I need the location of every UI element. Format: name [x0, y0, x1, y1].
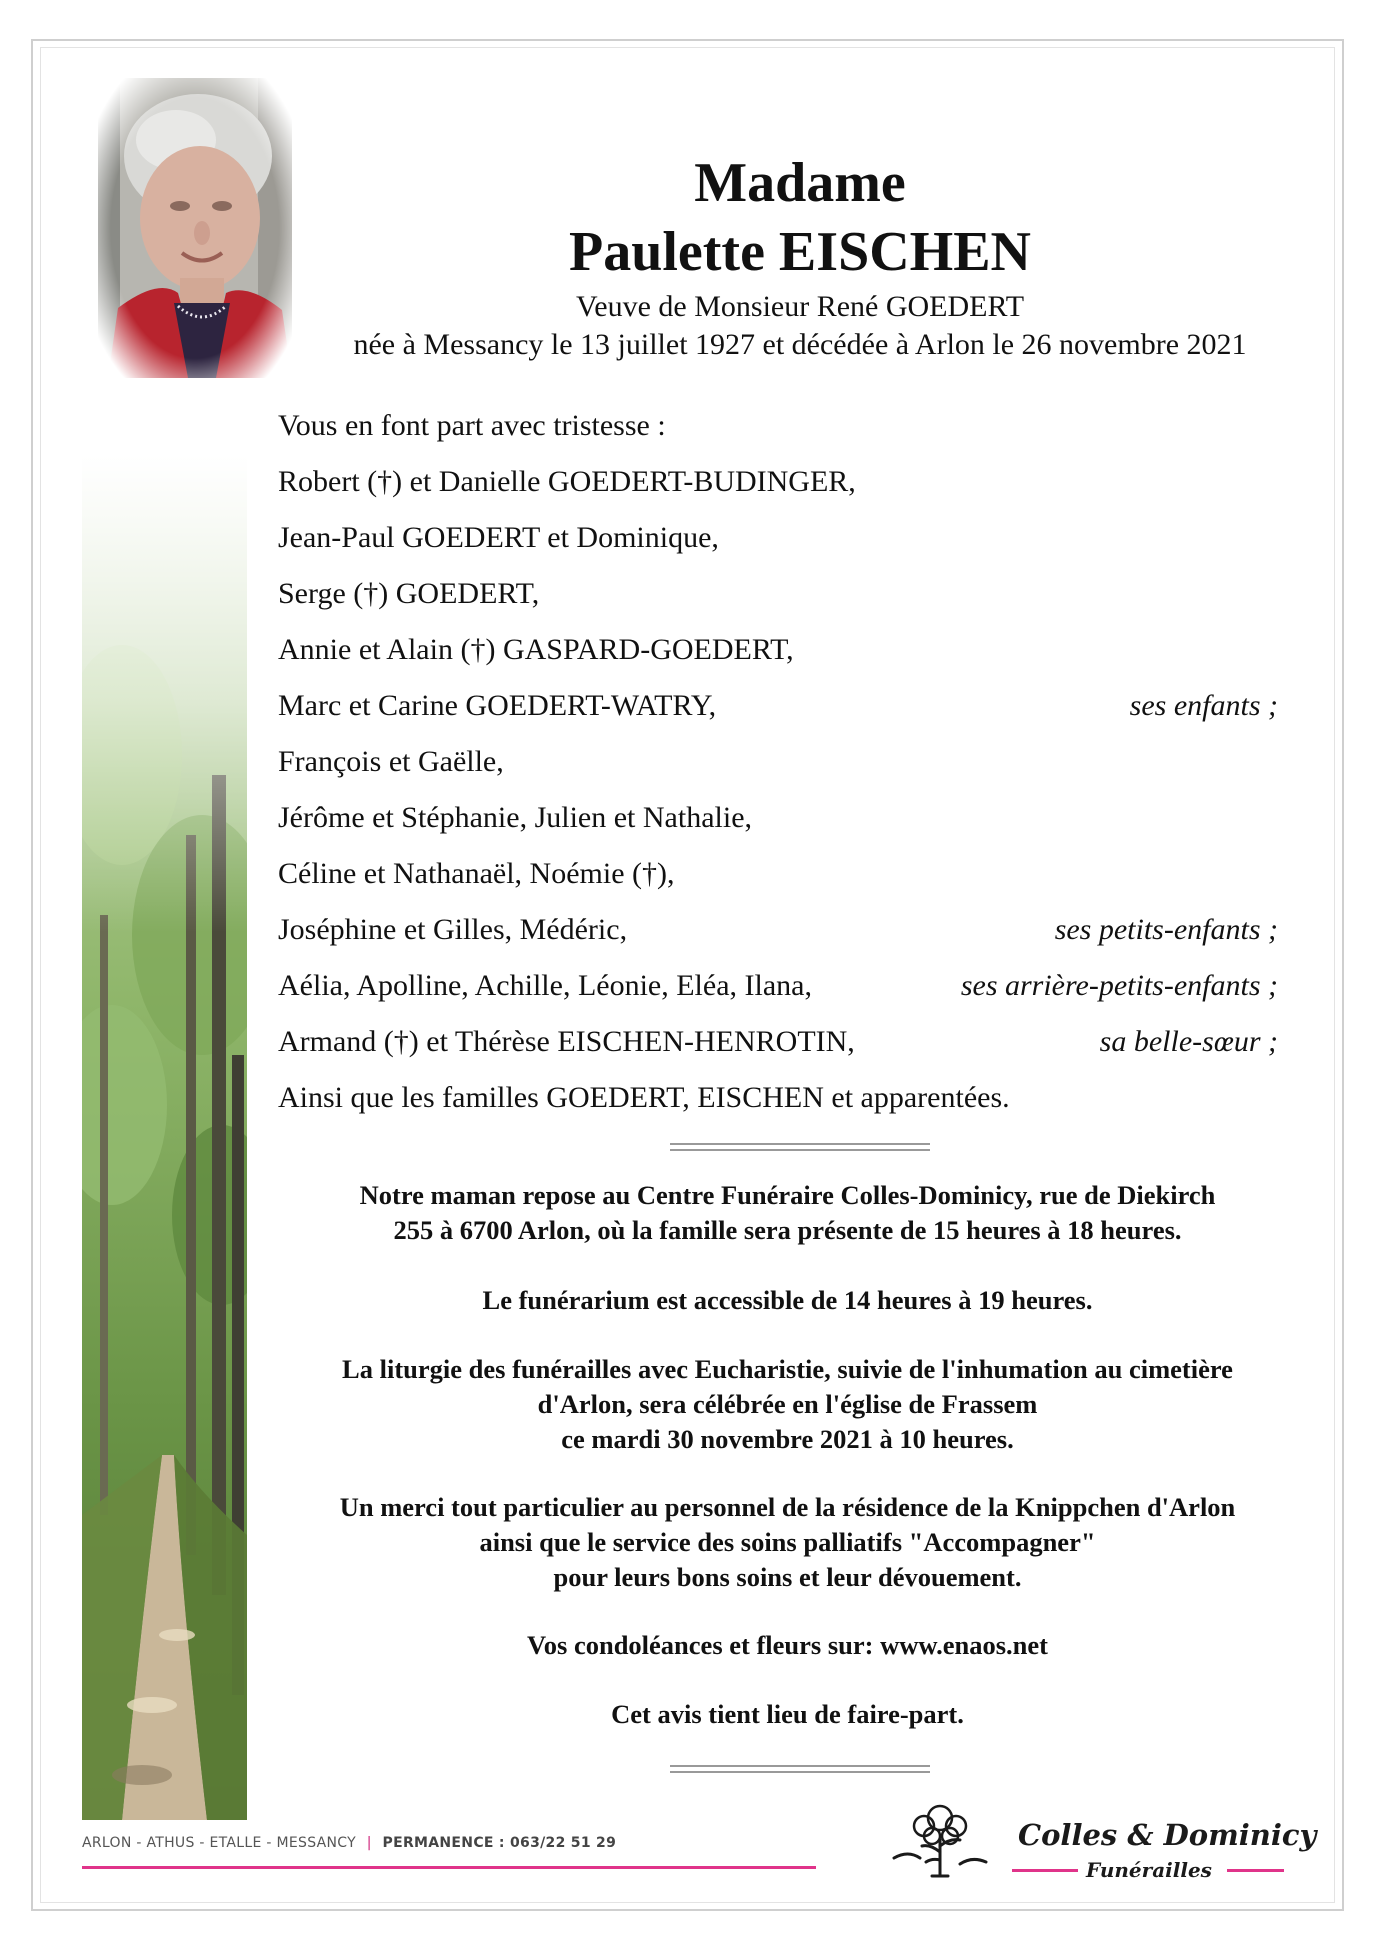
family-text: Jean-Paul GOEDERT et Dominique,	[278, 521, 719, 554]
thanks-line-3: pour leurs bons soins et leur dévouement.	[553, 1562, 1022, 1592]
family-row	[278, 685, 1298, 741]
family-row	[278, 1021, 1298, 1077]
family-text: Céline et Nathanaël, Noémie (†),	[278, 857, 675, 890]
widow-of: Veuve de Monsieur René GOEDERT	[575, 290, 1025, 323]
family-relation: ses enfants ;	[1129, 689, 1278, 722]
liturgy-line-3: ce mardi 30 novembre 2021 à 10 heures.	[561, 1424, 1014, 1454]
family-text: Aélia, Apolline, Achille, Léonie, Eléa, Ilana,	[278, 969, 812, 1002]
repose-paragraph	[270, 1178, 1305, 1248]
family-text: Marc et Carine GOEDERT-WATRY,	[278, 689, 717, 722]
logo-pink-line-left	[1012, 1869, 1078, 1872]
family-text: Armand (†) et Thérèse EISCHEN-HENROTIN,	[278, 1025, 855, 1058]
family-list	[278, 405, 1298, 1133]
family-text: Jérôme et Stéphanie, Julien et Nathalie,	[278, 801, 753, 834]
liturgy-line-2: d'Arlon, sera célébrée en l'église de Frassem	[537, 1389, 1038, 1419]
faire-part-line: Cet avis tient lieu de faire-part.	[611, 1699, 964, 1729]
forest-path-image	[82, 455, 247, 1820]
family-text: Joséphine et Gilles, Médéric,	[278, 913, 628, 946]
liturgy-line-1: La liturgie des funérailles avec Eucharistie, suivie de l'inhumation au cimetière	[342, 1354, 1233, 1384]
liturgy-paragraph	[270, 1352, 1305, 1457]
footer-permanence: PERMANENCE : 063/22 51 29	[382, 1835, 617, 1851]
condolences-line: Vos condoléances et fleurs sur: www.enaos.net	[527, 1630, 1048, 1660]
family-row	[278, 909, 1298, 965]
family-relation: sa belle-sœur ;	[1099, 1025, 1278, 1058]
logo-name: Colles & Dominicy	[1018, 1818, 1317, 1852]
thanks-paragraph	[270, 1490, 1305, 1595]
family-relation: ses petits-enfants ;	[1054, 913, 1278, 946]
family-row	[278, 1077, 1298, 1133]
family-row	[278, 741, 1298, 797]
thanks-line-2: ainsi que le service des soins palliatifs "Accompagner"	[479, 1527, 1096, 1557]
family-relation: ses arrière-petits-enfants ;	[960, 969, 1278, 1002]
funerarium-paragraph: Le funérarium est accessible de 14 heures à 19 heures.	[482, 1285, 1093, 1315]
family-text: Vous en font part avec tristesse :	[278, 409, 666, 442]
title-madame: Madame	[694, 152, 906, 214]
footer-locations: ARLON - ATHUS - ETALLE - MESSANCY	[82, 1835, 356, 1851]
repose-line-1: Notre maman repose au Centre Funéraire Colles-Dominicy, rue de Diekirch	[359, 1180, 1216, 1210]
family-text: François et Gaëlle,	[278, 745, 504, 778]
heading-block	[310, 150, 1290, 364]
family-text: Ainsi que les familles GOEDERT, EISCHEN et apparentées.	[278, 1081, 1010, 1114]
family-text: Annie et Alain (†) GASPARD-GOEDERT,	[278, 633, 794, 666]
family-row	[278, 405, 1298, 461]
footer-pink-line	[82, 1866, 816, 1869]
family-row	[278, 517, 1298, 573]
portrait-photo	[98, 78, 292, 378]
footer-separator: |	[366, 1835, 372, 1851]
separator-top	[670, 1143, 930, 1151]
logo-pink-line-right	[1227, 1869, 1284, 1872]
separator-bottom	[670, 1765, 930, 1773]
family-text: Serge (†) GOEDERT,	[278, 577, 540, 610]
repose-line-2: 255 à 6700 Arlon, où la famille sera présente de 15 heures à 18 heures.	[393, 1215, 1182, 1245]
family-row	[278, 853, 1298, 909]
thanks-line-1: Un merci tout particulier au personnel de la résidence de la Knippchen d'Arlon	[339, 1492, 1236, 1522]
family-row	[278, 965, 1298, 1021]
family-row	[278, 461, 1298, 517]
family-row	[278, 797, 1298, 853]
family-text: Robert (†) et Danielle GOEDERT-BUDINGER,	[278, 465, 856, 498]
family-row	[278, 629, 1298, 685]
footer-contact	[82, 1835, 616, 1851]
logo-subtitle: Funérailles	[1086, 1858, 1212, 1882]
tree-logo-icon	[890, 1800, 990, 1878]
family-row	[278, 573, 1298, 629]
deceased-name: Paulette EISCHEN	[569, 221, 1031, 283]
birth-death-line: née à Messancy le 13 juillet 1927 et décédée à Arlon le 26 novembre 2021	[353, 328, 1247, 361]
